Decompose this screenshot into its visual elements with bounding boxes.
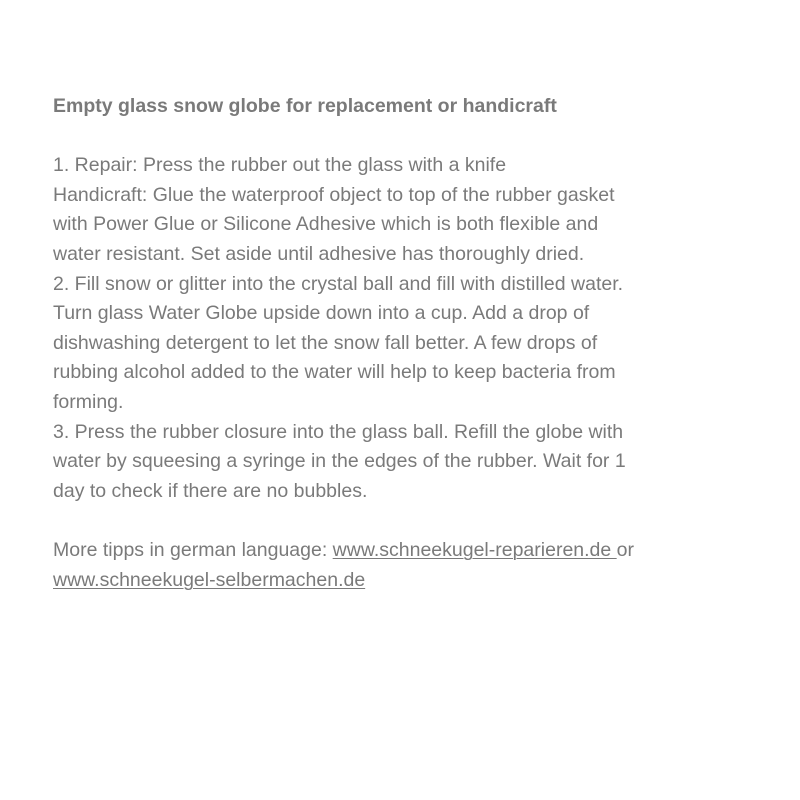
instruction-line: dishwashing detergent to let the snow fall better. A few drops of (53, 331, 598, 354)
more-tips-line (53, 566, 753, 596)
more-tips-line (53, 536, 753, 566)
document-title: Empty glass snow globe for replacement or handicraft (53, 95, 557, 117)
instruction-line: water resistant. Set aside until adhesive has thoroughly dried. (53, 242, 585, 265)
paragraph-spacer (53, 506, 753, 536)
schneekugel-selbermachen-link[interactable]: www.schneekugel-selbermachen.de (53, 568, 366, 591)
instruction-line: rubbing alcohol added to the water will help to keep bacteria from (53, 361, 616, 384)
instruction-line: 2. Fill snow or glitter into the crystal ball and fill with distilled water. (53, 272, 624, 295)
instruction-line: with Power Glue or Silicone Adhesive which is both flexible and (53, 213, 599, 236)
document (53, 92, 753, 595)
instruction-line: water by squeesing a syringe in the edges of the rubber. Wait for 1 (53, 450, 626, 473)
instruction-line: day to check if there are no bubbles. (53, 479, 368, 502)
more-tips-prefix: More tipps in german language: (53, 538, 333, 561)
more-tips (53, 536, 753, 595)
instruction-line: 3. Press the rubber closure into the glass ball. Refill the globe with (53, 420, 624, 443)
instruction-line: Turn glass Water Globe upside down into a cup. Add a drop of (53, 302, 590, 325)
instruction-line: forming. (53, 390, 124, 413)
instruction-line: 1. Repair: Press the rubber out the glass with a knife (53, 154, 507, 177)
instructions (53, 151, 753, 506)
instruction-line: Handicraft: Glue the waterproof object to top of the rubber gasket (53, 183, 615, 206)
schneekugel-reparieren-link[interactable]: www.schneekugel-reparieren.de (332, 538, 617, 561)
more-tips-connector: or (616, 538, 635, 561)
